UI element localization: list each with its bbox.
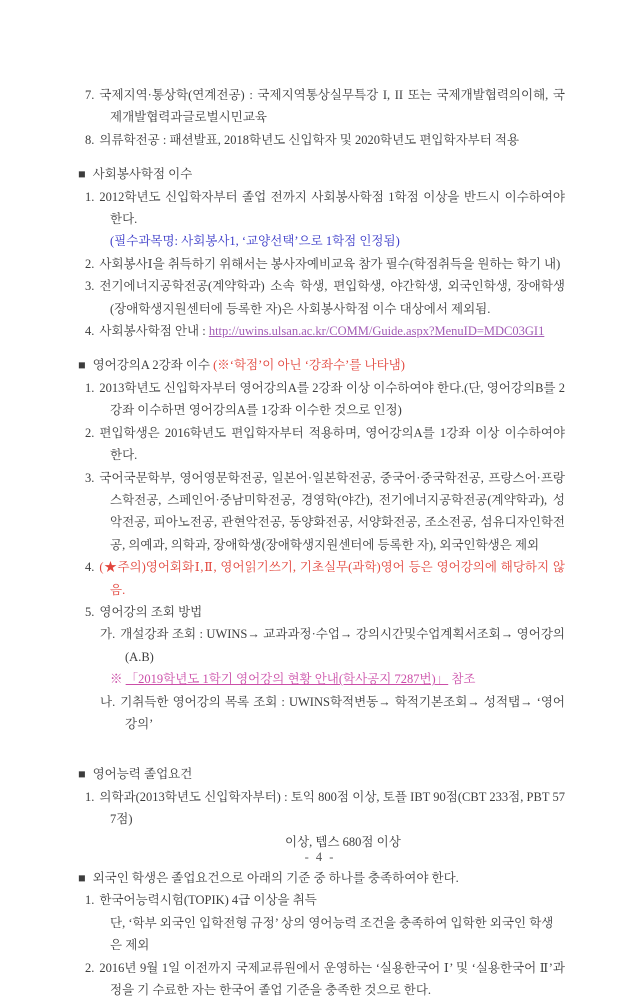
section-foreign-students-header bbox=[78, 867, 565, 889]
list-item bbox=[85, 957, 565, 1001]
section-social-service-header bbox=[78, 163, 565, 185]
list-item bbox=[85, 786, 565, 831]
list-item-number: 8. bbox=[85, 132, 95, 147]
list-item-text: 2016년 9월 1일 이전까지 국제교류원에서 운영하는 ‘실용한국어 Ⅰ’ 및 ‘실용한국어 Ⅱ’과정을 기 수료한 자는 한국어 졸업 기준을 충족한 것으로 한다. bbox=[99, 960, 565, 998]
page-number: - 4 - bbox=[304, 850, 336, 864]
sub-item-number: 가. bbox=[100, 627, 116, 642]
list-item bbox=[85, 320, 565, 342]
list-item-number: 2. bbox=[85, 425, 95, 440]
list-item bbox=[85, 186, 565, 231]
list-item-text: 사회봉사Ⅰ을 취득하기 위해서는 봉사자예비교육 참가 필수(학점취득을 원하는 학기 내) bbox=[99, 256, 561, 271]
list-item-number: 4. bbox=[85, 560, 95, 575]
section-title: 외국인 학생은 졸업요건으로 아래의 기준 중 하나를 충족하여야 한다. bbox=[92, 871, 459, 885]
required-course-note: (필수과목명: 사회봉사1, ‘교양선택’으로 1학점 인정됨) bbox=[110, 234, 400, 249]
list-item bbox=[85, 275, 565, 320]
list-item-number: 7. bbox=[85, 88, 95, 102]
list-item-text: 국어국문학부, 영어영문학전공, 일본어·일본학전공, 중국어·중국학전공, 프랑스어·프랑스학전공, 스페인어·중남미학전공, 경영학(야간), 전기에너지공학전공(계약학과), 성악전공, 피아노전공, 관현악전공, 동양화전공, 서양화전공, 조소전공, 섬유디자인학전공, 의예과, 의학과, 장애학생(장애학생지원센터에 등록한 자), 외국인학생은 제외 bbox=[99, 470, 565, 552]
list-item-text: 사회봉사학점 안내 : bbox=[99, 324, 209, 339]
list-item-text: 한국어능력시험(TOPIK) 4급 이상을 취득 bbox=[99, 893, 317, 908]
list-item-text: 의학과(2013학년도 신입학자부터) : 토익 800점 이상, 토플 IBT 90점(CBT 233점, PBT 577점) bbox=[99, 789, 565, 827]
list-item-number: 1. bbox=[85, 380, 95, 395]
section-bullet-icon: ■ bbox=[78, 167, 86, 182]
list-item-text: 전기에너지공학전공(계약학과) 소속 학생, 편입학생, 야간학생, 외국인학생, 장애학생(장애학생지원센터에 등록한 자)은 사회봉사학점 이수 대상에서 제외됨. bbox=[99, 279, 565, 316]
list-item-text: 편입학생은 2016학년도 편입학자부터 적용하며, 영어강의A를 1강좌 이상 이수하여야 한다. bbox=[99, 425, 565, 463]
list-item-number: 1. bbox=[85, 189, 95, 204]
section-title-note: (※‘학점’이 아닌 ‘강좌수’를 나타냄) bbox=[213, 358, 405, 373]
sub-list-item-na bbox=[100, 691, 565, 736]
social-service-guide-link[interactable]: http://uwins.ulsan.ac.kr/COMM/Guide.aspx?MenuID=MDC03GI1 bbox=[208, 324, 545, 339]
english-lecture-notice-link[interactable]: 「2019학년도 1학기 영어강의 현황 안내(학사공지 7287번)」 bbox=[125, 672, 449, 687]
list-item-warning bbox=[85, 556, 565, 601]
sub-item-text: 기취득한 영어강의 목록 조회 : UWINS학적변동→ 학적기본조회→ 성적탭→ ‘영어강의’ bbox=[120, 694, 565, 731]
list-item-text: 의류학전공 : 패션발표, 2018학년도 신입학자 및 2020학년도 편입학자부터 적용 bbox=[99, 132, 520, 147]
section-bullet-icon: ■ bbox=[78, 767, 86, 782]
list-item-exception-note: 단, ‘학부 외국인 입학전형 규정’ 상의 영어능력 조건을 충족하여 입학한 외국인 학생은 제외 bbox=[110, 915, 554, 953]
section-title: 사회봉사학점 이수 bbox=[92, 167, 193, 182]
section-english-ability-header bbox=[78, 763, 565, 785]
warning-text: (★주의)영어회화Ⅰ,Ⅱ, 영어읽기쓰기, 기초실무(과학)영어 등은 영어강의에 해당하지 않음. bbox=[99, 560, 565, 597]
list-item-number: 1. bbox=[85, 893, 95, 908]
list-item-text: 2012학년도 신입학자부터 졸업 전까지 사회봉사학점 1학점 이상을 반드시 이수하여야 한다. bbox=[99, 189, 565, 227]
list-item-text: 2013학년도 신입학자부터 영어강의A를 2강좌 이상 이수하여야 한다.(단, 영어강의B를 2강좌 이수하면 영어강의A를 1강좌 이수한 것으로 인정) bbox=[99, 380, 565, 418]
section-bullet-icon: ■ bbox=[78, 871, 86, 885]
section-bullet-icon: ■ bbox=[78, 358, 86, 373]
list-item-number: 2. bbox=[85, 256, 95, 271]
list-item-number: 2. bbox=[85, 960, 95, 975]
reference-mark: ※ bbox=[110, 672, 126, 687]
list-item bbox=[85, 377, 565, 422]
list-item-8 bbox=[85, 129, 565, 151]
list-item-number: 1. bbox=[85, 789, 95, 804]
list-item bbox=[85, 422, 565, 467]
sub-list-item-ga bbox=[100, 623, 565, 668]
section-english-lecture-header bbox=[78, 354, 565, 376]
list-item-number: 3. bbox=[85, 470, 95, 485]
sub-item-text: 개설강좌 조회 : UWINS→ 교과과정·수업→ 강의시간및수업계획서조회→ 영어강의(A.B) bbox=[120, 627, 565, 664]
list-item-text: 국제지역·통상학(연계전공) : 국제지역통상실무특강 I, II 또는 국제개발협력의이해, 국제개발협력과글로벌시민교육 bbox=[99, 88, 565, 125]
notice-reference-line bbox=[110, 668, 565, 690]
list-item-number: 5. bbox=[85, 604, 95, 619]
list-item bbox=[85, 601, 565, 623]
section-title: 영어능력 졸업요건 bbox=[92, 767, 193, 782]
list-item-continuation: 이상, 텝스 680점 이상 bbox=[285, 834, 401, 849]
list-item bbox=[85, 253, 565, 275]
reference-suffix: 참조 bbox=[448, 672, 476, 687]
list-item bbox=[85, 889, 565, 911]
list-item bbox=[85, 467, 565, 557]
list-item-7 bbox=[85, 84, 565, 129]
list-item-text: 영어강의 조회 방법 bbox=[99, 604, 203, 619]
section-title: 영어강의A 2강좌 이수 bbox=[92, 358, 214, 373]
list-item-number: 4. bbox=[85, 324, 95, 339]
list-item-number: 3. bbox=[85, 279, 95, 294]
sub-item-number: 나. bbox=[100, 694, 116, 709]
